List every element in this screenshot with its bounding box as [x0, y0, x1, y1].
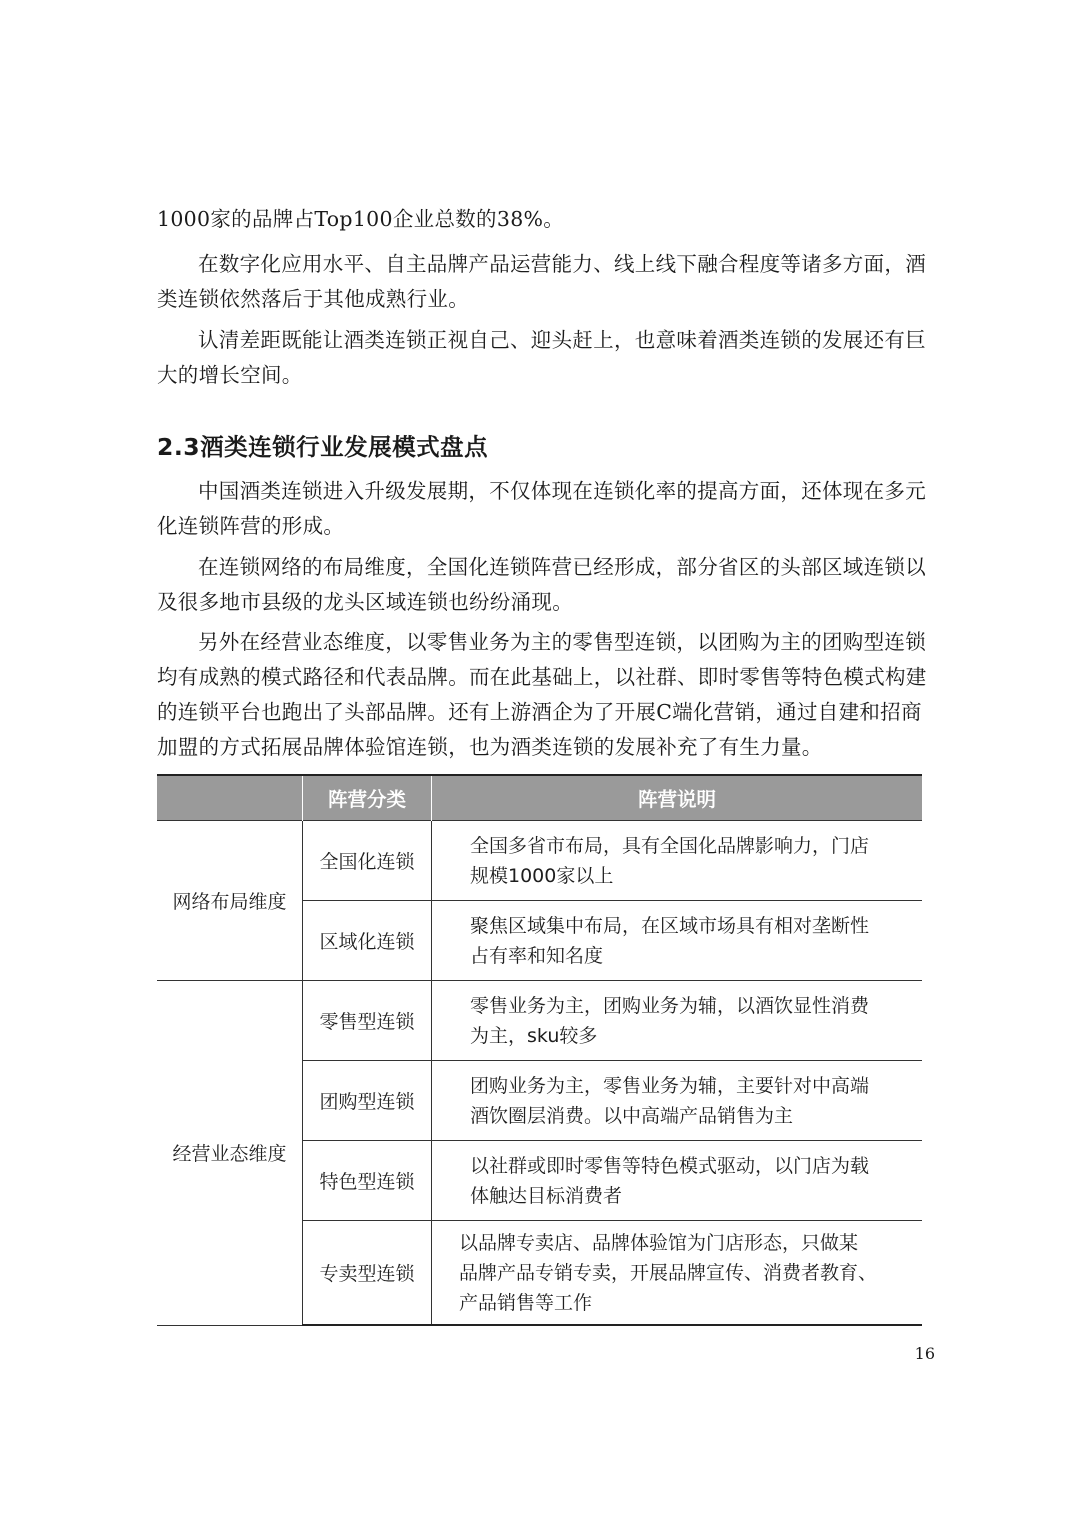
table-row	[157, 821, 922, 901]
dimension-cell: 网络布局维度	[157, 821, 303, 981]
paragraph-business-format: 另外在经营业态维度，以零售业务为主的零售型连锁，以团购为主的团购型连锁均有成熟的模式路径和代表品牌。而在此基础上，以社群、即时零售等特色模式构建的连锁平台也跑出了头部品牌。还有上游酒企为了开展C端化营销，通过自建和招商加盟的方式拓展品牌体验馆连锁，也为酒类连锁的发展补充了有生力量。	[157, 630, 927, 759]
description-cell	[432, 1141, 923, 1221]
description-line: 全国多省市布局，具有全国化品牌影响力，门店	[470, 834, 870, 857]
description-line: 产品销售等工作	[459, 1291, 593, 1314]
description-line: 品牌产品专销专卖，开展品牌宣传、消费者教育、	[459, 1261, 878, 1284]
description-line: 以社群或即时零售等特色模式驱动，以门店为载	[470, 1154, 870, 1177]
description-line: 为主，sku较多	[470, 1024, 598, 1047]
description-line: 占有率和知名度	[470, 944, 604, 967]
paragraph-upgrade: 中国酒类连锁进入升级发展期，不仅体现在连锁化率的提高方面，还体现在多元化连锁阵营的形成。	[157, 479, 926, 538]
description-line: 体触达目标消费者	[470, 1184, 623, 1207]
table-header-row	[157, 775, 922, 821]
description-cell	[432, 1061, 923, 1141]
dimension-cell: 经营业态维度	[157, 981, 303, 1326]
category-cell: 专卖型连锁	[303, 1221, 432, 1326]
description-cell	[432, 981, 923, 1061]
paragraph-gap: 认清差距既能让酒类连锁正视自己、迎头赶上，也意味着酒类连锁的发展还有巨大的增长空间。	[157, 328, 926, 387]
section-title: 2.3酒类连锁行业发展模式盘点	[157, 433, 489, 461]
category-cell: 全国化连锁	[303, 821, 432, 901]
description-line: 以品牌专卖店、品牌体验馆为门店形态，只做某	[459, 1231, 859, 1254]
table-row	[157, 981, 922, 1061]
paragraph-digitalization: 在数字化应用水平、自主品牌产品运营能力、线上线下融合程度等诸多方面，酒类连锁依然落后于其他成熟行业。	[157, 252, 926, 311]
description-line: 团购业务为主，零售业务为辅，主要针对中高端	[470, 1074, 870, 1097]
description-line: 规模1000家以上	[470, 864, 614, 887]
description-line: 酒饮圈层消费。以中高端产品销售为主	[470, 1104, 794, 1127]
description-line: 零售业务为主，团购业务为辅，以酒饮显性消费	[470, 994, 870, 1017]
paragraph-continuation: 1000家的品牌占Top100企业总数的38%。	[157, 207, 565, 231]
header-dimension	[157, 775, 303, 821]
category-cell: 团购型连锁	[303, 1061, 432, 1141]
paragraph-network-layout: 在连锁网络的布局维度，全国化连锁阵营已经形成，部分省区的头部区域连锁以及很多地市县级的龙头区域连锁也纷纷涌现。	[157, 555, 926, 614]
header-category: 阵营分类	[303, 775, 432, 821]
camp-table	[157, 774, 922, 1326]
description-cell	[432, 821, 923, 901]
category-cell: 零售型连锁	[303, 981, 432, 1061]
category-cell: 特色型连锁	[303, 1141, 432, 1221]
description-cell	[432, 901, 923, 981]
page-number: 16	[914, 1344, 935, 1363]
description-line: 聚焦区域集中布局，在区域市场具有相对垄断性	[470, 914, 870, 937]
category-cell: 区域化连锁	[303, 901, 432, 981]
header-description: 阵营说明	[432, 775, 923, 821]
description-cell	[432, 1221, 923, 1326]
